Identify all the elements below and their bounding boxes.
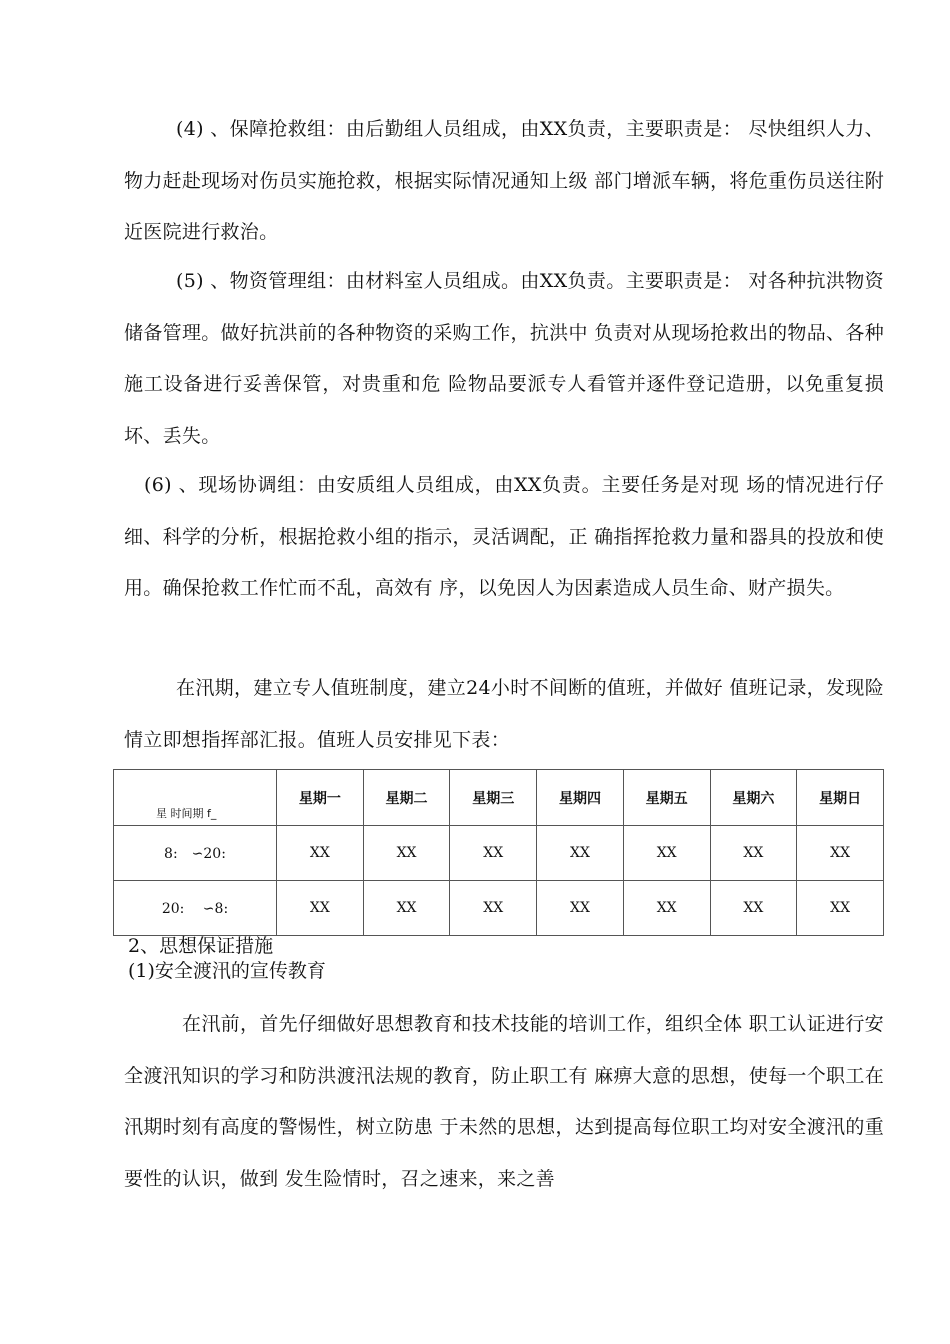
- corner-label: 星 时间期 f_: [156, 807, 217, 820]
- day-header: 星期五: [623, 770, 710, 826]
- day-header: 星期四: [537, 770, 624, 826]
- day-header: 星期三: [450, 770, 537, 826]
- duty-cell: XX: [623, 826, 710, 881]
- paragraph-duty-system: 在汛期，建立专人值班制度，建立24小时不间断的值班，并做好 值班记录，发现险情立即想指挥部汇报。值班人员安排见下表：: [124, 677, 884, 751]
- table-header-row: [114, 770, 884, 826]
- duty-cell: XX: [363, 826, 450, 881]
- duty-cell: XX: [537, 881, 624, 936]
- time-slot-cell: 20: ∽8:: [114, 881, 277, 936]
- section-heading: 2、思想保证措施: [128, 935, 274, 957]
- table-corner-cell: [114, 770, 277, 826]
- duty-cell: XX: [623, 881, 710, 936]
- duty-cell: XX: [797, 826, 884, 881]
- duty-cell: XX: [537, 826, 624, 881]
- day-header: 星期日: [797, 770, 884, 826]
- duty-cell: XX: [277, 881, 364, 936]
- day-header: 星期二: [363, 770, 450, 826]
- paragraph-coordination-group: (6) 、现场协调组：由安质组人员组成，由XX负责。主要任务是对现 场的情况进行仔细、科学的分析，根据抢救小组的指示，灵活调配，正 确指挥抢救力量和器具的投放和使用。确保抢救工作忙而不乱，高效有 序，以免因人为因素造成人员生命、财产损失。: [124, 474, 884, 599]
- paragraph-rescue-group: (4) 、保障抢救组：由后勤组人员组成，由XX负责，主要职责是： 尽快组织人力、物力赶赴现场对伤员实施抢救，根据实际情况通知上级 部门增派车辆，将危重伤员送往附近医院进行救治。: [124, 118, 884, 243]
- day-header: 星期一: [277, 770, 364, 826]
- day-header: 星期六: [710, 770, 797, 826]
- paragraph-education: 在汛前，首先仔细做好思想教育和技术技能的培训工作，组织全体 职工认证进行安全渡汛知识的学习和防洪渡汛法规的教育，防止职工有 麻痹大意的思想，使每一个职工在汛期时刻有高度的警惕性，树立防患 于未然的思想，达到提高每位职工均对安全渡汛的重要性的认识，做到 发生险情时，召之速来，来之善: [124, 1013, 884, 1190]
- subsection-heading: (1)安全渡汛的宣传教育: [128, 960, 326, 982]
- duty-cell: XX: [450, 881, 537, 936]
- duty-cell: XX: [710, 881, 797, 936]
- table-row: [114, 826, 884, 881]
- duty-cell: XX: [797, 881, 884, 936]
- duty-cell: XX: [277, 826, 364, 881]
- duty-cell: XX: [450, 826, 537, 881]
- paragraph-materials-group: (5) 、物资管理组：由材料室人员组成。由XX负责。主要职责是： 对各种抗洪物资储备管理。做好抗洪前的各种物资的采购工作，抗洪中 负责对从现场抢救出的物品、各种施工设备进行妥善保管，对贵重和危 险物品要派专人看管并逐件登记造册，以免重复损坏、丢失。: [124, 270, 884, 447]
- duty-schedule-table: [113, 769, 884, 936]
- table-row: [114, 881, 884, 936]
- time-slot-cell: 8: ∽20:: [114, 826, 277, 881]
- duty-cell: XX: [710, 826, 797, 881]
- duty-cell: XX: [363, 881, 450, 936]
